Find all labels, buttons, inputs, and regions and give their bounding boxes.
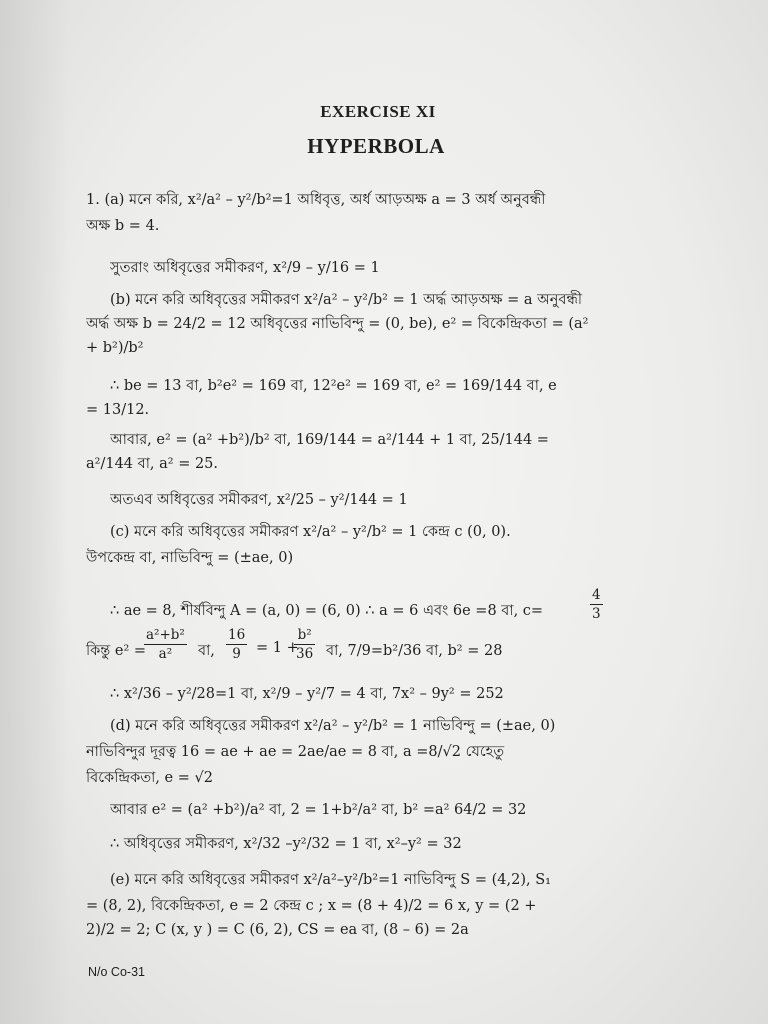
solution-line-q1a-2: অক্ষ b = 4.: [86, 218, 160, 234]
fraction-denominator: a²: [158, 646, 173, 662]
line-suffix: বা, 7/9=b²/36 বা, b² = 28: [326, 643, 503, 659]
solution-line-q1e-1: (e) মনে করি অধিবৃত্তের সমীকরণ x²/a²–y²/b²=1 নাভিবিন্দু S = (4,2), S₁: [110, 872, 551, 888]
solution-line-q1d-5: ∴ অধিবৃত্তের সমীকরণ, x²/32 –y²/32 = 1 বা, x²–y² = 32: [110, 836, 462, 852]
fraction-b2-over-36: [294, 626, 315, 663]
solution-line-q1d-1: (d) মনে করি অধিবৃত্তের সমীকরণ x²/a² – y²/b² = 1 নাভিবিন্দু = (±ae, 0): [110, 718, 556, 734]
solution-line-q1c-5: ∴ x²/36 – y²/28=1 বা, x²/9 – y²/7 = 4 বা, 7x² – 9y² = 252: [110, 686, 504, 702]
solution-line-q1a-1: 1. (a) মনে করি, x²/a² – y²/b²=1 অধিবৃত্ত, অর্ধ আড়অক্ষ a = 3 অর্ধ অনুবন্ধী: [86, 192, 546, 208]
solution-line-q1e-2: = (8, 2), বিকেন্দ্রিকতা, e = 2 কেন্দ্র c ; x = (8 + 4)/2 = 6 x, y = (2 +: [86, 898, 537, 914]
solution-line-q1e-3: 2)/2 = 2; C (x, y ) = C (6, 2), CS = ea বা, (8 – 6) = 2a: [86, 922, 469, 938]
fraction-a2b2-over-a2: [144, 626, 187, 663]
exercise-heading: EXERCISE XI: [320, 102, 436, 121]
fraction-denominator: 9: [232, 646, 241, 662]
solution-line-q1d-2: নাভিবিন্দুর দূরত্ব 16 = ae + ae = 2ae/ae = 8 বা, a =8/√2 যেহেতু: [86, 744, 505, 760]
solution-line-q1b-1: (b) মনে করি অধিবৃত্তের সমীকরণ x²/a² – y²/b² = 1 অর্দ্ধ আড়অক্ষ = a অনুবন্ধী: [110, 292, 583, 308]
solution-line-q1c-1: (c) মনে করি অধিবৃত্তের সমীকরণ x²/a² – y²/b² = 1 কেন্দ্র c (0, 0).: [110, 524, 511, 540]
page-footer-code: N/o Co-31: [88, 965, 145, 979]
solution-line-q1b-7: a²/144 বা, a² = 25.: [86, 456, 219, 472]
line-prefix: কিন্তু e² =: [86, 643, 147, 659]
solution-line-q1b-5: = 13/12.: [86, 402, 150, 418]
fraction-numerator: b²: [294, 626, 315, 645]
fraction-numerator: 16: [228, 627, 246, 643]
solution-line-q1b-3: + b²)/b²: [86, 340, 144, 356]
fraction-numerator: a²+b²: [146, 627, 185, 643]
solution-line-q1c-2: উপকেন্দ্র বা, নাভিবিন্দু = (±ae, 0): [86, 550, 294, 566]
solution-line-q1b-8: অতএব অধিবৃত্তের সমীকরণ, x²/25 – y²/144 = 1: [110, 492, 408, 508]
fraction-numerator: 4: [592, 587, 601, 603]
fraction-denominator: 3: [592, 606, 601, 622]
line-text: ∴ ae = 8, শীর্ষবিন্দু A = (a, 0) = (6, 0) ∴ a = 6 এবং 6e =8 বা, c=: [110, 603, 544, 619]
line-equals: = 1 +: [256, 640, 299, 656]
fraction: [590, 586, 603, 623]
fraction-denominator: 36: [296, 646, 314, 662]
topic-heading: HYPERBOLA: [307, 134, 445, 158]
solution-line-q1b-4: ∴ be = 13 বা, b²e² = 169 বা, 12²e² = 169 বা, e² = 169/144 বা, e: [110, 378, 557, 394]
solution-line-q1d-3: বিকেন্দ্রিকতা, e = √2: [86, 770, 213, 786]
fraction-16-over-9: [226, 626, 247, 663]
solution-line-q1b-2: অর্দ্ধ অক্ষ b = 24/2 = 12 অধিবৃত্তের নাভিবিন্দু = (0, be), e² = বিকেন্দ্রিকতা = (a²: [86, 316, 589, 332]
solution-line-q1d-4: আবার e² = (a² +b²)/a² বা, 2 = 1+b²/a² বা, b² =a² 64/2 = 32: [110, 802, 527, 818]
solution-line-q1a-3: সুতরাং অধিবৃত্তের সমীকরণ, x²/9 – y/16 = 1: [110, 260, 380, 276]
solution-line-q1b-6: আবার, e² = (a² +b²)/b² বা, 169/144 = a²/144 + 1 বা, 25/144 =: [110, 432, 549, 448]
line-separator: বা,: [198, 643, 215, 659]
